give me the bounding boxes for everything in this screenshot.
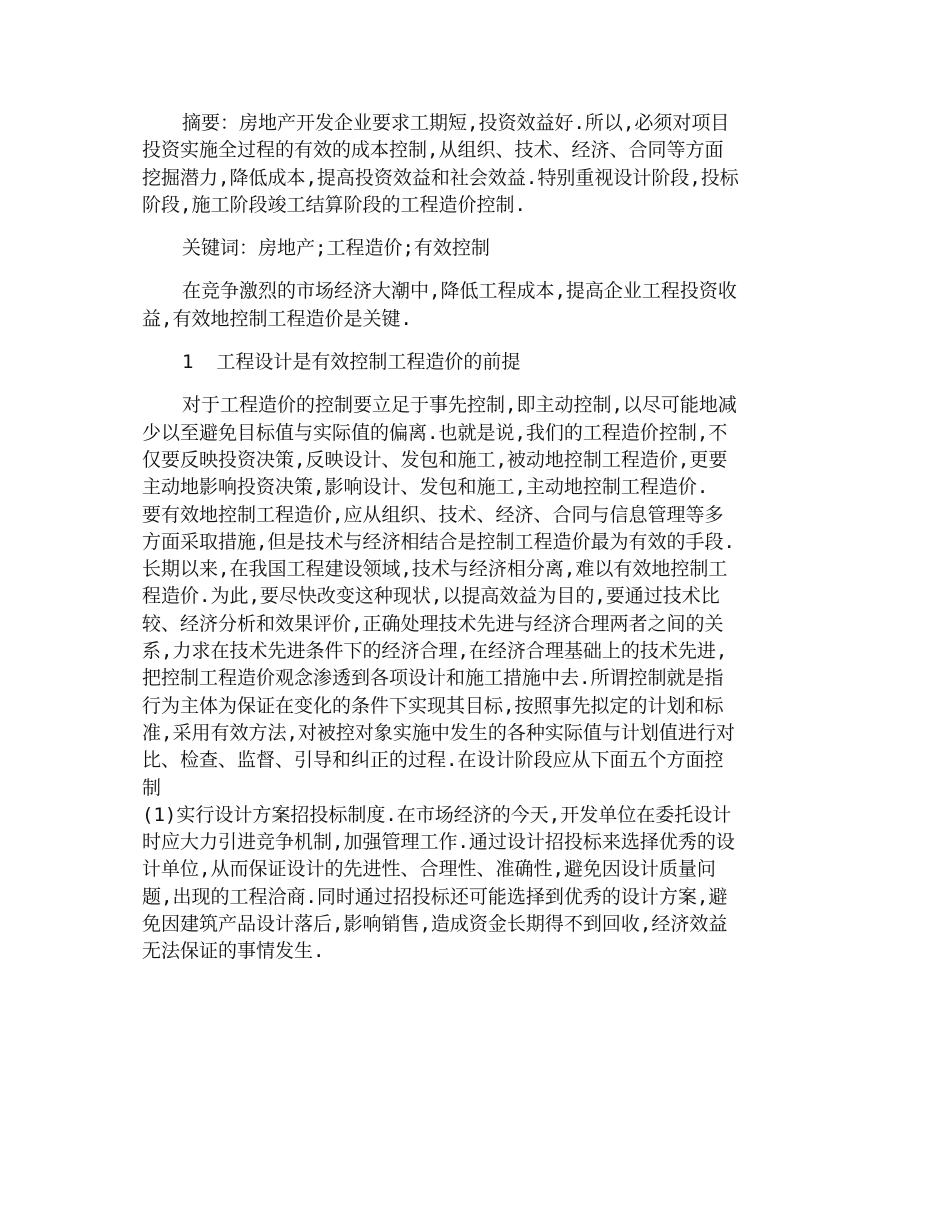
keywords-paragraph: 关键词：房地产;工程造价;有效控制 (182, 237, 490, 260)
body-paragraph: 对于工程造价的控制要立足于事先控制,即主动控制,以尽可能地减少以至避免目标值与实际值的偏离.也就是说,我们的工程造价控制,不仅要反映投资决策,反映设计、发包和施工,被动地控制工程造价,更要主动地影响投资决策,影响设计、发包和施工,主动地控制工程造价. (142, 394, 737, 499)
intro-paragraph: 在竞争激烈的市场经济大潮中,降低工程成本,提高企业工程投资收益,有效地控制工程造价是关键. (142, 280, 737, 330)
abstract-paragraph: 摘要：房地产开发企业要求工期短,投资效益好.所以,必须对项目投资实施全过程的有效的成本控制,从组织、技术、经济、合同等方面挖掘潜力,降低成本,提高投资效益和社会效益.特别重视设计阶段,投标阶段,施工阶段竣工结算阶段的工程造价控制. (142, 112, 739, 216)
document-page (142, 0, 742, 966)
section-heading: 1 工程设计是有效控制工程造价的前提 (182, 351, 521, 374)
body-paragraph: 要有效地控制工程造价,应从组织、技术、经济、合同与信息管理等多方面采取措施,但是技术与经济相结合是控制工程造价最为有效的手段.长期以来,在我国工程建设领域,技术与经济相分离,难以有效地控制工程造价.为此,要尽快改变这种现状,以提高效益为目的,要通过技术比较、经济分析和效果评价,正确处理技术先进与经济合理两者之间的关系,力求在技术先进条件下的经济合理,在经济合理基础上的技术先进,把控制工程造价观念渗透到各项设计和施工措施中去.所谓控制就是指行为主体为保证在变化的条件下实现其目标,按照事先拟定的计划和标准,采用有效方法,对被控对象实施中发生的各种实际值与计划值进行对比、检查、监督、引导和纠正的过程.在设计阶段应从下面五个方面控制 (142, 503, 735, 799)
list-item: (1)实行设计方案招投标制度.在市场经济的今天,开发单位在委托设计时应大力引进竞争机制,加强管理工作.通过设计招投标来选择优秀的设计单位,从而保证设计的先进性、合理性、准确性,避免因设计质量问题,出现的工程洽商.同时通过招投标还可能选择到优秀的设计方案,避免因建筑产品设计落后,影响销售,造成资金长期得不到回收,经济效益无法保证的事情发生. (142, 803, 735, 963)
